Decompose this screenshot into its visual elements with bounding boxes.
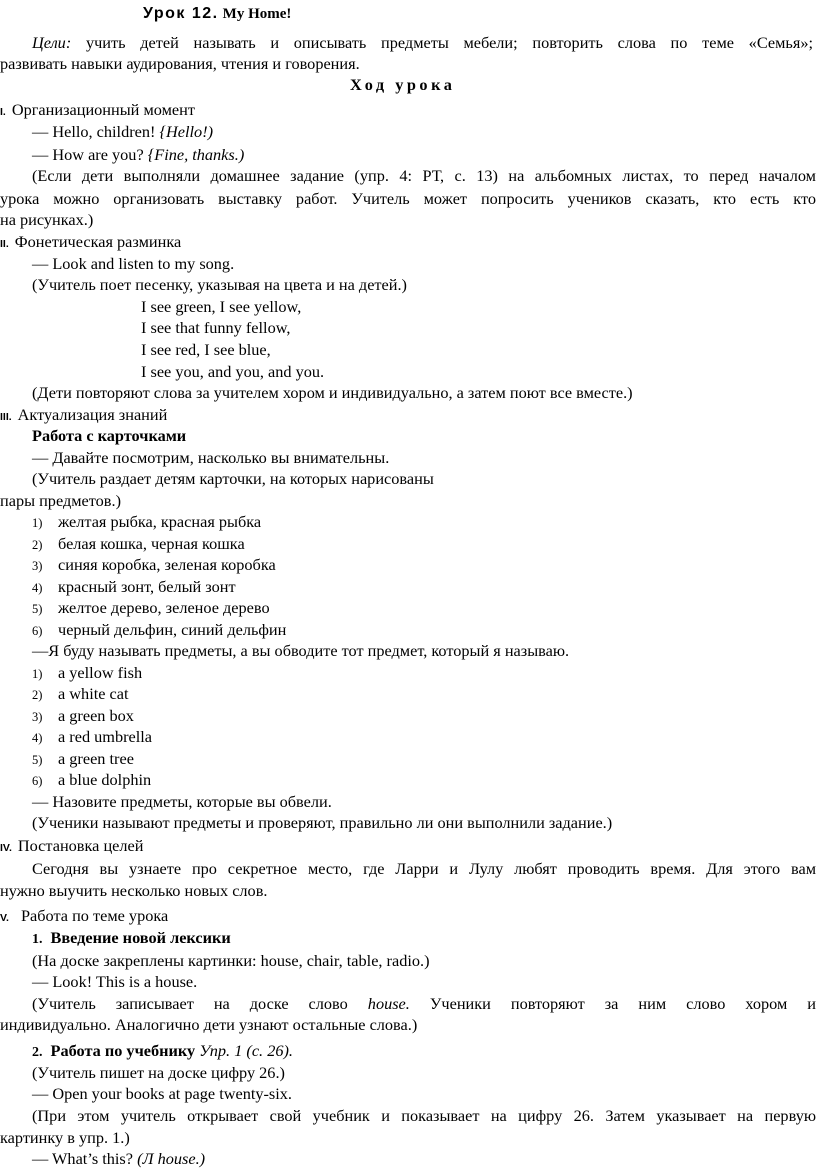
song-line: I see that funny fellow, (141, 318, 291, 337)
dialog-whats-this-text: — What’s this? (32, 1149, 133, 1168)
subsection-1-title: Введение новой лексики (50, 928, 231, 947)
subsection-1-number: 1. (32, 932, 43, 947)
section-3-number: III. (0, 411, 12, 423)
list-item (32, 663, 142, 684)
dialog-open-books: — Open your books at page twenty-six. (32, 1084, 292, 1103)
list-item-number: 6) (32, 624, 43, 638)
section-1-title: Организационный момент (11, 100, 195, 119)
section-3-title: Актуализация знаний (17, 405, 168, 424)
list-item-text: желтая рыбка, красная рыбка (58, 512, 262, 531)
lesson-heading: Ход урока (350, 75, 456, 94)
para-text: Ученики повторяют за ним слово хором и (429, 994, 816, 1013)
list-item-number: 2) (32, 538, 43, 552)
section-1-number: I. (0, 106, 6, 118)
section-1-para-2: урока можно организовать выставку работ. Учитель может попросить учеников сказать, кто есть кто (0, 189, 816, 208)
dialog-attention: — Давайте посмотрим, насколько вы внимательны. (32, 448, 390, 467)
dialog-how-are-you (32, 145, 244, 165)
section-5-para-5: картинку в упр. 1.) (0, 1128, 130, 1147)
lesson-title (143, 3, 291, 24)
list-item (32, 706, 134, 727)
list-item-number: 5) (32, 753, 43, 767)
section-3-para-1b: пары предметов.) (0, 491, 121, 510)
list-item-text: черный дельфин, синий дельфин (58, 620, 287, 639)
goals-line-1 (32, 33, 813, 53)
subsection-2-ref: Упр. 1 (с. 26). (199, 1041, 293, 1060)
song-line: I see green, I see yellow, (141, 297, 302, 316)
list-item-text: белая кошка, черная кошка (58, 534, 245, 553)
para-text: (Учитель записывает на доске слово (32, 994, 348, 1013)
section-1-para-3: на рисунках.) (0, 210, 94, 229)
list-item-text: a yellow fish (58, 663, 143, 682)
dialog-whats-this (32, 1149, 205, 1169)
list-item (32, 534, 245, 555)
section-5-number: V. (0, 912, 9, 924)
section-5-para-2a (32, 994, 816, 1014)
subsection-2-heading (32, 1041, 293, 1063)
list-item-number: 3) (32, 559, 43, 573)
subsection-2-number: 2. (32, 1045, 43, 1060)
section-3-para-1a: (Учитель раздает детям карточки, на которых нарисованы (32, 469, 434, 488)
list-item-text: a green tree (58, 749, 134, 768)
section-4-para-2: нужно выучить несколько новых слов. (0, 881, 268, 900)
dialog-look-house: — Look! This is a house. (32, 972, 198, 991)
dialog-whats-this-reply: (Л house.) (137, 1149, 206, 1168)
list-item-text: a green box (58, 706, 134, 725)
section-2-para-1: (Учитель поет песенку, указывая на цвета и на детей.) (32, 275, 407, 294)
section-5-title: Работа по теме урока (20, 906, 169, 925)
list-item-text: красный зонт, белый зонт (58, 577, 236, 596)
list-item (32, 727, 152, 748)
list-item-number: 4) (32, 731, 43, 745)
list-item (32, 577, 236, 598)
section-1-para-1: (Если дети выполняли домашнее задание (упр. 4: РТ, с. 13) на альбомных листах, то перед началом (32, 166, 816, 185)
list-item-number: 1) (32, 516, 43, 530)
section-3-subheading: Работа с карточками (32, 426, 187, 445)
list-item-text: a blue dolphin (58, 770, 152, 789)
section-3-para-2: (Ученики называют предметы и проверяют, правильно ли они выполнили задание.) (32, 813, 613, 832)
subsection-1-heading (32, 928, 231, 950)
section-2-para-2: (Дети повторяют слова за учителем хором и индивидуально, а затем поют все вместе.) (32, 383, 633, 402)
section-2-number: II. (0, 238, 9, 250)
list-item-number: 6) (32, 774, 43, 788)
goals-line-2: развивать навыки аудирования, чтения и говорения. (0, 54, 360, 73)
section-5-para-3: (Учитель пишет на доске цифру 26.) (32, 1063, 285, 1082)
section-5-heading (0, 906, 168, 928)
dialog-circle-instruction: —Я буду называть предметы, а вы обводите тот предмет, который я называю. (32, 641, 570, 660)
section-4-para-1: Сегодня вы узнаете про секретное место, где Ларри и Лулу любят проводить время. Для этого вам (32, 859, 816, 878)
list-item-text: желтое дерево, зеленое дерево (58, 598, 270, 617)
list-item-text: a white cat (58, 684, 129, 703)
dialog-hello-reply: {Hello!) (159, 122, 214, 141)
list-item (32, 598, 270, 619)
section-4-number: IV. (0, 842, 12, 854)
list-item-text: синяя коробка, зеленая коробка (58, 555, 276, 574)
section-4-heading (0, 836, 143, 858)
list-item (32, 555, 276, 576)
subsection-2-title: Работа по учебнику (50, 1041, 196, 1060)
list-item-number: 4) (32, 581, 43, 595)
section-5-para-1: (На доске закреплены картинки: house, chair, table, radio.) (32, 951, 430, 970)
list-item (32, 512, 261, 533)
list-item (32, 770, 151, 791)
section-3-heading (0, 405, 167, 427)
section-4-title: Постановка целей (17, 836, 144, 855)
section-2-heading (0, 232, 181, 254)
section-5-para-2b: индивидуально. Аналогично дети узнают остальные слова.) (0, 1015, 418, 1034)
para-word: house. (367, 994, 410, 1013)
dialog-name-items: — Назовите предметы, которые вы обвели. (32, 792, 332, 811)
song-line: I see you, and you, and you. (141, 362, 325, 381)
section-5-para-4: (При этом учитель открывает свой учебник и показывает на цифру 26. Затем указывает на первую (32, 1106, 816, 1125)
list-item-number: 2) (32, 688, 43, 702)
list-item-text: a red umbrella (58, 727, 153, 746)
dialog-hello-text: — Hello, children! (32, 122, 156, 141)
dialog-hello (32, 122, 213, 142)
title-lesson-number: Урок 12. (143, 5, 219, 22)
list-item (32, 620, 286, 641)
list-item-number: 3) (32, 710, 43, 724)
dialog-song: — Look and listen to my song. (32, 254, 235, 273)
song-line: I see red, I see blue, (141, 340, 271, 359)
list-item (32, 684, 129, 705)
goals-text-1: учить детей называть и описывать предметы мебели; повторить слова по теме «Семья»; (85, 33, 813, 52)
section-2-title: Фонетическая разминка (14, 232, 182, 251)
dialog-how-reply: {Fine, thanks.) (147, 145, 245, 164)
dialog-how-text: — How are you? (32, 145, 144, 164)
goals-label: Цели: (32, 33, 72, 52)
list-item (32, 749, 134, 770)
title-topic: My Home! (222, 6, 292, 22)
section-1-heading (0, 100, 195, 122)
list-item-number: 5) (32, 602, 43, 616)
list-item-number: 1) (32, 667, 43, 681)
